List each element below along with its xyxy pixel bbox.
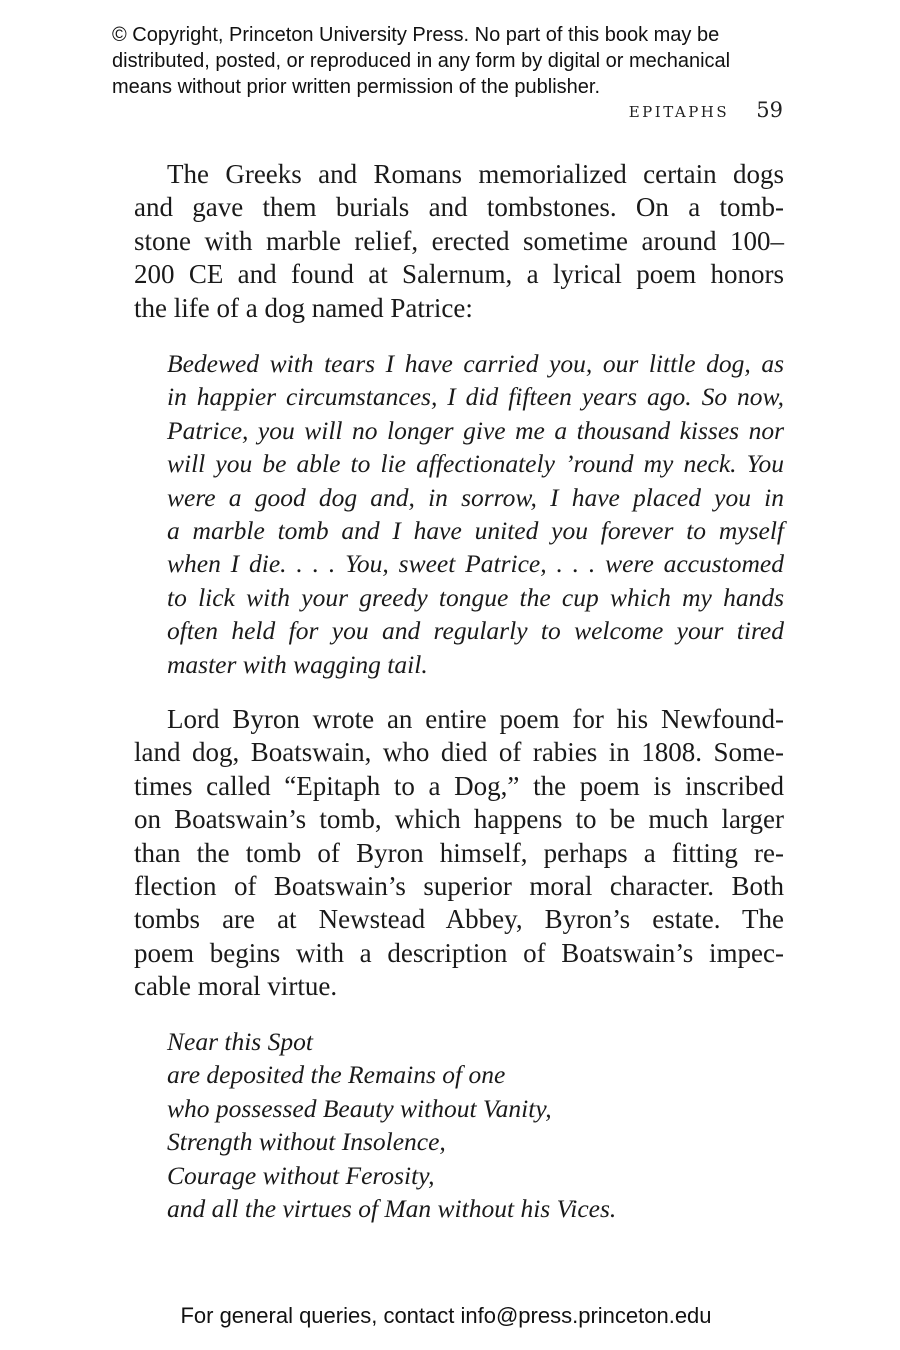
quote-line: a marble tomb and I have united you forever to myself (167, 515, 784, 545)
paragraph-line: than the tomb of Byron himself, perhaps a fitting re- (134, 837, 784, 868)
quote-line: Patrice, you will no longer give me a thousand kisses nor (167, 415, 784, 445)
quote-line: Bedewed with tears I have carried you, our little dog, as (167, 349, 784, 378)
verse-line: Courage without Ferosity, (167, 1160, 435, 1190)
paragraph-line: stone with marble relief, erected sometime around 100– (134, 225, 784, 256)
copyright-line: means without prior written permission of the publisher. (112, 76, 601, 98)
running-head (629, 98, 783, 122)
paragraph-greeks-romans (134, 158, 784, 325)
verse-line: are deposited the Remains of one (167, 1060, 506, 1090)
paragraph-line: Lord Byron wrote an entire poem for his Newfound- (167, 704, 784, 734)
paragraph-line: on Boatswain’s tomb, which happens to be much larger (134, 804, 784, 835)
paragraph-line: the life of a dog named Patrice: (134, 292, 473, 323)
paragraph-line: tombs are at Newstead Abbey, Byron’s estate. The (134, 904, 784, 935)
paragraph-line: The Greeks and Romans memorialized certain dogs (167, 159, 784, 189)
quote-line: often held for you and regularly to welcome your tired (167, 616, 784, 646)
paragraph-line: poem begins with a description of Boatswain’s impec- (134, 937, 784, 968)
page-number: 59 (756, 98, 783, 122)
verse-epitaph-to-a-dog (167, 1025, 787, 1225)
paragraph-line: flection of Boatswain’s superior moral character. Both (134, 870, 784, 901)
running-head-title: EPITAPHS (628, 103, 730, 121)
paragraph-line: and gave them burials and tombstones. On a tomb- (134, 192, 784, 223)
footer-text: For general queries, contact info@press.princeton.edu (180, 1303, 712, 1328)
quote-line: master with wagging tail. (167, 649, 428, 679)
quote-line: in happier circumstances, I did fifteen years ago. So now, (167, 382, 784, 412)
paragraph-lord-byron (134, 703, 784, 1004)
footer-contact (0, 1303, 900, 1329)
paragraph-line: 200 CE and found at Salernum, a lyrical poem honors (134, 259, 784, 290)
paragraph-line: land dog, Boatswain, who died of rabies in 1808. Some- (134, 737, 784, 768)
paragraph-line: times called “Epitaph to a Dog,” the poem is inscribed (134, 770, 784, 801)
quote-line: were a good dog and, in sorrow, I have placed you in (167, 482, 784, 512)
copyright-notice (112, 22, 802, 100)
quote-line: will you be able to lie affectionately ’round my neck. You (167, 449, 784, 479)
quote-line: to lick with your greedy tongue the cup which my hands (167, 582, 784, 612)
copyright-line: © Copyright, Princeton University Press. No part of this book may be (112, 24, 720, 46)
copyright-line: distributed, posted, or reproduced in any form by digital or mechanical (112, 50, 731, 72)
quote-line: when I die. . . . You, sweet Patrice, . . . were accustomed (167, 549, 784, 579)
verse-line: Strength without Insolence, (167, 1127, 446, 1157)
verse-line: Near this Spot (167, 1027, 313, 1056)
paragraph-line: cable moral virtue. (134, 971, 338, 1002)
block-quote-patrice (167, 347, 784, 681)
verse-line: who possessed Beauty without Vanity, (167, 1093, 552, 1123)
verse-line: and all the virtues of Man without his Vices. (167, 1193, 617, 1223)
